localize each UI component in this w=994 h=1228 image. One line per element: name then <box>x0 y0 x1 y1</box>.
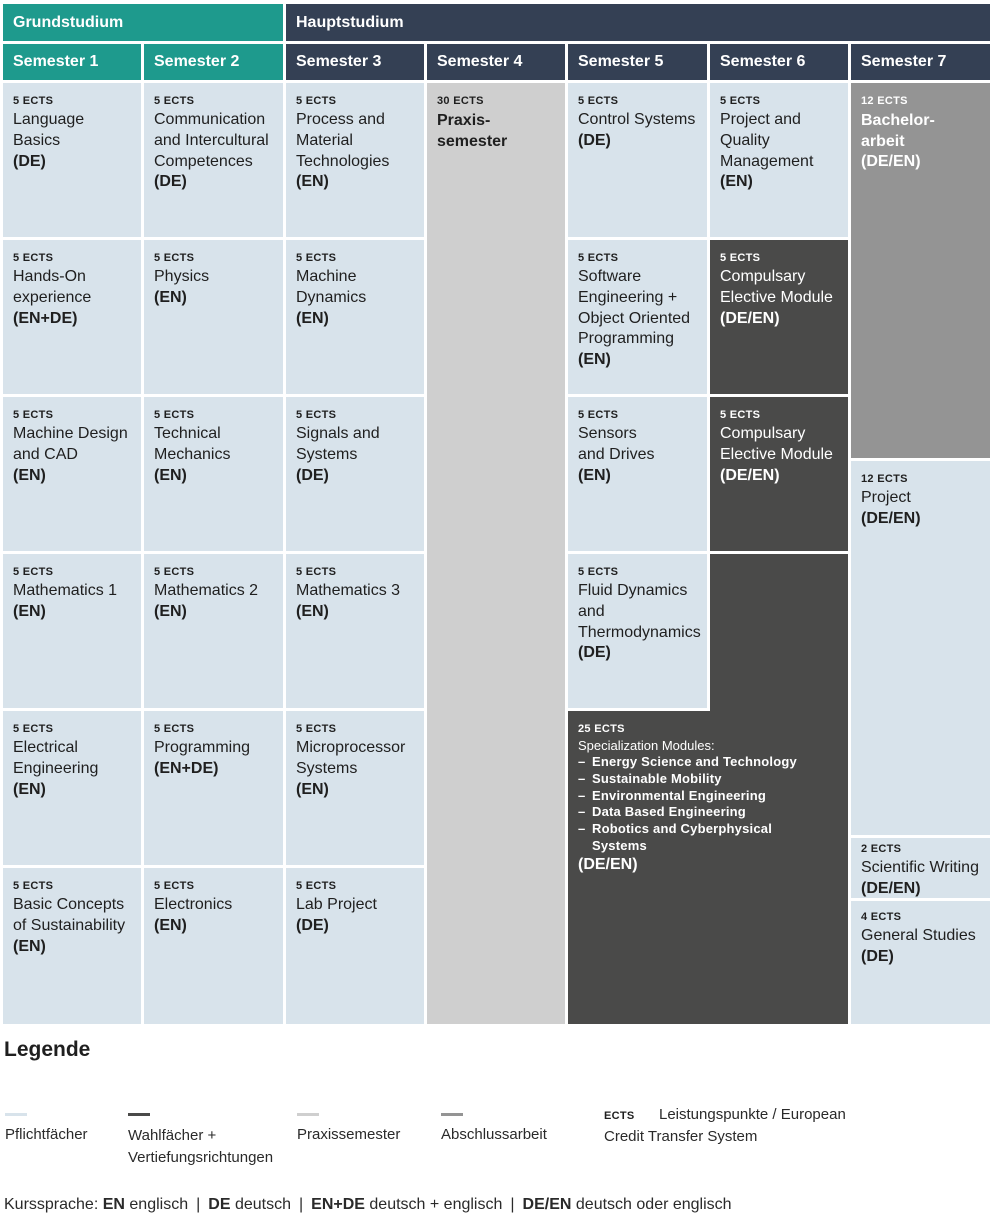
legend-swatch-abschluss <box>441 1113 463 1116</box>
module-language: (EN) <box>296 309 329 327</box>
legend-ects-description: Leistungspunkte / European Credit Transfer System <box>604 1106 846 1145</box>
footer-code-en: EN <box>102 1196 125 1213</box>
module-title: Programming <box>154 739 251 756</box>
module-title: Basic Concepts of Sustainability <box>13 896 126 934</box>
footer-separator: | <box>510 1196 515 1213</box>
module-language: (EN) <box>13 780 46 798</box>
module-signals-systems <box>286 397 424 551</box>
module-language: (DE) <box>578 644 611 662</box>
module-title: Mathematics 1 <box>13 582 118 599</box>
module-scientific-writing <box>851 838 990 898</box>
module-technical-mechanics <box>144 397 283 551</box>
module-language-basics <box>3 83 141 237</box>
semester-header-6: Semester 6 <box>710 44 848 80</box>
module-title: Electronics <box>154 896 233 913</box>
module-mathematics-3 <box>286 554 424 708</box>
ects-label: 5 ECTS <box>296 880 337 892</box>
module-control-systems <box>568 83 707 237</box>
module-title: Physics <box>154 268 210 285</box>
module-language: (EN) <box>154 466 187 484</box>
semester-header-5: Semester 5 <box>568 44 707 80</box>
legend-title: Legende <box>4 1038 91 1061</box>
ects-label: 12 ECTS <box>861 95 908 107</box>
module-mathematics-1 <box>3 554 141 708</box>
ects-label: 5 ECTS <box>154 566 195 578</box>
module-hands-on-experience <box>3 240 141 394</box>
module-microprocessor-systems <box>286 711 424 865</box>
ects-label: 5 ECTS <box>720 252 761 264</box>
module-language: (DE) <box>13 152 46 170</box>
module-praxissemester <box>427 83 565 1024</box>
module-language: (EN) <box>154 602 187 620</box>
footer-desc-en-de: deutsch + englisch <box>369 1196 503 1213</box>
module-mathematics-2 <box>144 554 283 708</box>
ects-label: 5 ECTS <box>154 723 195 735</box>
module-language: (DE/EN) <box>861 509 921 527</box>
ects-label: 2 ECTS <box>861 843 902 855</box>
legend-label-praxis: Praxissemester <box>297 1126 401 1143</box>
legend-label-pflicht: Pflichtfächer <box>5 1126 88 1143</box>
module-language: (EN) <box>296 173 329 191</box>
legend-swatch-pflicht <box>5 1113 27 1116</box>
module-language: (DE/EN) <box>720 309 780 327</box>
module-title: Hands-On experience <box>13 268 92 306</box>
module-language: (DE) <box>578 131 611 149</box>
module-language: (EN) <box>296 780 329 798</box>
ects-label: 5 ECTS <box>296 95 337 107</box>
specialization-list <box>578 754 839 855</box>
ects-label: 12 ECTS <box>861 473 908 485</box>
legend-ects-key: ECTS <box>604 1110 635 1122</box>
ects-label: 30 ECTS <box>437 95 484 107</box>
module-title: Bachelor-arbeit <box>861 112 935 150</box>
module-title: Praxis-semester <box>437 112 508 150</box>
footer-code-en-de: EN+DE <box>311 1196 365 1213</box>
module-electrical-engineering <box>3 711 141 865</box>
module-title: Electrical Engineering <box>13 739 99 777</box>
ects-label: 5 ECTS <box>13 409 54 421</box>
footer-separator: | <box>299 1196 304 1213</box>
module-lab-project <box>286 868 424 1024</box>
ects-label: 5 ECTS <box>13 723 54 735</box>
footer-code-de: DE <box>208 1196 231 1213</box>
module-electronics <box>144 868 283 1024</box>
ects-label: 5 ECTS <box>720 409 761 421</box>
language-key-footer <box>4 1196 732 1214</box>
specialization-item: – Robotics and Cyberphysical Systems <box>578 821 812 855</box>
module-physics <box>144 240 283 394</box>
ects-label: 5 ECTS <box>13 95 54 107</box>
ects-label: 25 ECTS <box>578 723 625 735</box>
module-language: (DE) <box>296 916 329 934</box>
module-language: (DE/EN) <box>861 153 921 170</box>
module-language: (DE/EN) <box>720 466 780 484</box>
ects-label: 5 ECTS <box>296 252 337 264</box>
module-title: Machine Dynamics <box>296 268 367 306</box>
semester-header-2: Semester 2 <box>144 44 283 80</box>
module-process-material-technologies <box>286 83 424 237</box>
module-title: Sensors and Drives <box>578 425 655 463</box>
module-project-quality-management <box>710 83 848 237</box>
module-general-studies <box>851 901 990 1024</box>
module-specialization <box>568 711 848 1024</box>
module-sensors-drives <box>568 397 707 551</box>
ects-label: 5 ECTS <box>13 880 54 892</box>
footer-desc-de-en: deutsch oder englisch <box>575 1196 732 1213</box>
module-fluid-dynamics-thermodynamics <box>568 554 707 708</box>
ects-label: 5 ECTS <box>154 880 195 892</box>
ects-label: 5 ECTS <box>296 409 337 421</box>
ects-label: 5 ECTS <box>154 409 195 421</box>
module-bachelorarbeit <box>851 83 990 458</box>
semester-header-7: Semester 7 <box>851 44 990 80</box>
ects-label: 5 ECTS <box>720 95 761 107</box>
module-title: Project <box>861 489 911 506</box>
semester-header-3: Semester 3 <box>286 44 424 80</box>
phase-header-grundstudium: Grundstudium <box>3 4 283 41</box>
module-title: Mathematics 3 <box>296 582 401 599</box>
module-language: (EN) <box>13 466 46 484</box>
module-title: Control Systems <box>578 111 696 128</box>
module-title: Software Engineering + Object Oriented Programming <box>578 268 691 348</box>
module-compulsary-elective-2 <box>710 397 848 551</box>
ects-label: 5 ECTS <box>296 566 337 578</box>
ects-label: 5 ECTS <box>578 409 619 421</box>
ects-label: 4 ECTS <box>861 911 902 923</box>
module-title: Machine Design and CAD <box>13 425 128 463</box>
ects-label: 5 ECTS <box>578 566 619 578</box>
module-language: (EN+DE) <box>154 759 219 777</box>
ects-label: 5 ECTS <box>578 252 619 264</box>
module-title: Signals and Systems <box>296 425 380 463</box>
module-compulsary-elective-1 <box>710 240 848 394</box>
module-machine-dynamics <box>286 240 424 394</box>
module-title: Scientific Writing <box>861 859 979 876</box>
module-title: Lab Project <box>296 896 377 913</box>
module-title: Mathematics 2 <box>154 582 259 599</box>
module-language: (EN) <box>296 602 329 620</box>
phase-header-hauptstudium: Hauptstudium <box>286 4 990 41</box>
module-language: (EN) <box>154 288 187 306</box>
module-title: Language Basics <box>13 111 85 149</box>
module-language: (DE) <box>296 466 329 484</box>
module-software-engineering-oop <box>568 240 707 394</box>
module-language: (EN) <box>154 916 187 934</box>
footer-code-de-en: DE/EN <box>522 1196 572 1213</box>
module-programming <box>144 711 283 865</box>
module-title: Process and Material Technologies <box>296 111 390 170</box>
legend-label-abschluss: Abschlussarbeit <box>441 1126 547 1143</box>
module-title: Compulsary Elective Module <box>720 425 833 463</box>
specialization-item: – Sustainable Mobility <box>578 771 839 788</box>
module-language: (EN) <box>720 173 753 191</box>
ects-label: 5 ECTS <box>13 252 54 264</box>
module-title: Compulsary Elective Module <box>720 268 833 306</box>
ects-label: 5 ECTS <box>154 95 195 107</box>
module-language: (EN) <box>13 937 46 955</box>
specialization-item: – Data Based Engineering <box>578 804 839 821</box>
ects-label: 5 ECTS <box>13 566 54 578</box>
module-communication-intercultural <box>144 83 283 237</box>
footer-prefix: Kurssprache: <box>4 1196 99 1213</box>
module-language: (EN) <box>578 466 611 484</box>
module-machine-design-cad <box>3 397 141 551</box>
footer-separator: | <box>196 1196 201 1213</box>
footer-desc-de: deutsch <box>234 1196 291 1213</box>
module-title: Communication and Intercultural Competences <box>154 111 269 170</box>
specialization-block-upper <box>710 554 848 714</box>
module-language: (EN) <box>13 602 46 620</box>
ects-label: 5 ECTS <box>296 723 337 735</box>
semester-header-1: Semester 1 <box>3 44 141 80</box>
legend-label-wahl: Wahlfächer + Vertiefungsrichtungen <box>128 1127 274 1166</box>
module-title: General Studies <box>861 927 976 944</box>
specialization-intro: Specialization Modules: <box>578 738 715 753</box>
module-basic-concepts-sustainability <box>3 868 141 1024</box>
module-language: (DE) <box>861 947 894 965</box>
semester-header-4: Semester 4 <box>427 44 565 80</box>
module-language: (DE/EN) <box>861 879 921 897</box>
module-language: (DE/EN) <box>578 855 638 873</box>
module-language: (EN+DE) <box>13 309 78 327</box>
module-project <box>851 461 990 835</box>
module-language: (EN) <box>578 351 611 369</box>
module-language: (DE) <box>154 173 187 191</box>
ects-label: 5 ECTS <box>578 95 619 107</box>
footer-desc-en: englisch <box>129 1196 189 1213</box>
legend-swatch-praxis <box>297 1113 319 1116</box>
specialization-item: – Energy Science and Technology <box>578 754 839 771</box>
specialization-item: – Environmental Engineering <box>578 788 839 805</box>
module-title: Project and Quality Management <box>720 111 814 170</box>
module-title: Fluid Dynamics and Thermodynamics <box>578 582 701 641</box>
module-title: Microprocessor Systems <box>296 739 406 777</box>
module-title: Technical Mechanics <box>154 425 231 463</box>
legend-swatch-wahl <box>128 1113 150 1116</box>
ects-label: 5 ECTS <box>154 252 195 264</box>
